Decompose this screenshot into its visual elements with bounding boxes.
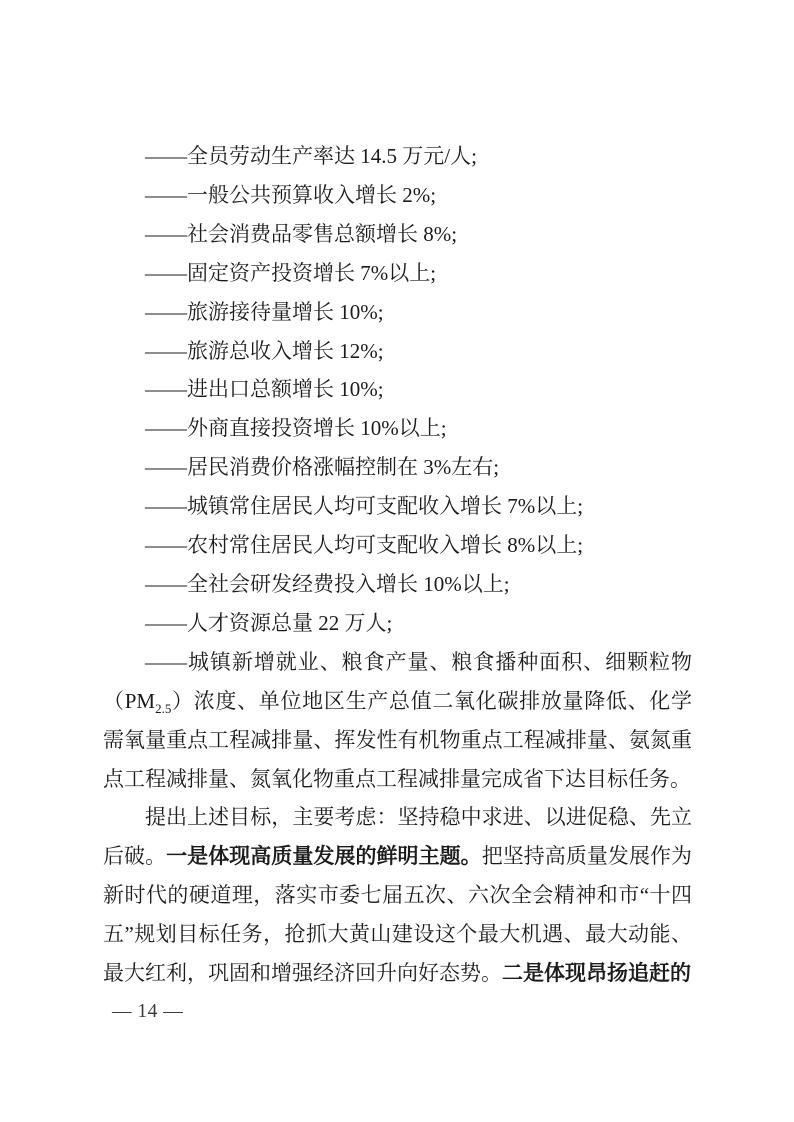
body-text: 提出上述目标，主要考虑：坚持稳中求进、以进促稳、先立后破。 bbox=[103, 805, 692, 869]
target-list-item: ——一般公共预算收入增长 2%; bbox=[145, 182, 437, 207]
emphasis-text: 一是体现高质量发展的鲜明主题。 bbox=[166, 844, 482, 869]
target-list-item: ——旅游总收入增长 12%; bbox=[145, 338, 384, 363]
target-list-item: ——农村常住居民人均可支配收入增长 8%以上; bbox=[145, 533, 584, 558]
body-text: ）浓度、单位地区生产总值二氧化碳排放量降低、化学需氧量重点工程减排量、挥发性有机物重点工程减排量、氨氮重点工程减排量、氮氧化物重点工程减排量完成省下达目标任务。 bbox=[103, 688, 693, 791]
target-list-item: ——全社会研发经费投入增长 10%以上; bbox=[145, 571, 510, 596]
target-list-item: ——全员劳动生产率达 14.5 万元/人; bbox=[145, 144, 477, 168]
document-body bbox=[103, 137, 692, 993]
target-list-item: ——人才资源总量 22 万人; bbox=[145, 610, 393, 635]
page-number: — 14 — bbox=[112, 1001, 184, 1022]
paragraph-binding-targets bbox=[103, 643, 692, 799]
target-list-item: ——旅游接待量增长 10%; bbox=[145, 299, 384, 324]
body-text: 把坚持高质量发展作为新时代的硬道理，落实市委七届五次、六次全会精神和市“十四五”规划目标任务，抢抓大黄山建设这个最大机遇、最大动能、最大红利，巩固和增强经济回升向好态势。 bbox=[103, 844, 693, 986]
page-footer bbox=[112, 1000, 183, 1024]
target-list-item: ——固定资产投资增长 7%以上; bbox=[145, 260, 437, 285]
target-list-item: ——城镇常住居民人均可支配收入增长 7%以上; bbox=[145, 494, 584, 519]
paragraph-rationale bbox=[103, 798, 692, 993]
subscript-text: 2.5 bbox=[155, 700, 172, 716]
target-list-item: ——外商直接投资增长 10%以上; bbox=[145, 416, 447, 441]
target-list-item: ——居民消费价格涨幅控制在 3%左右; bbox=[145, 455, 500, 480]
emphasis-text: 二是体现昂扬追赶的 bbox=[502, 961, 691, 986]
target-list-item: ——进出口总额增长 10%; bbox=[145, 377, 384, 402]
target-list-item: ——社会消费品零售总额增长 8%; bbox=[145, 221, 458, 246]
body-text: ——城镇新增就业、粮食产量、粮食播种面积、细颗粒物（PM bbox=[103, 649, 692, 713]
